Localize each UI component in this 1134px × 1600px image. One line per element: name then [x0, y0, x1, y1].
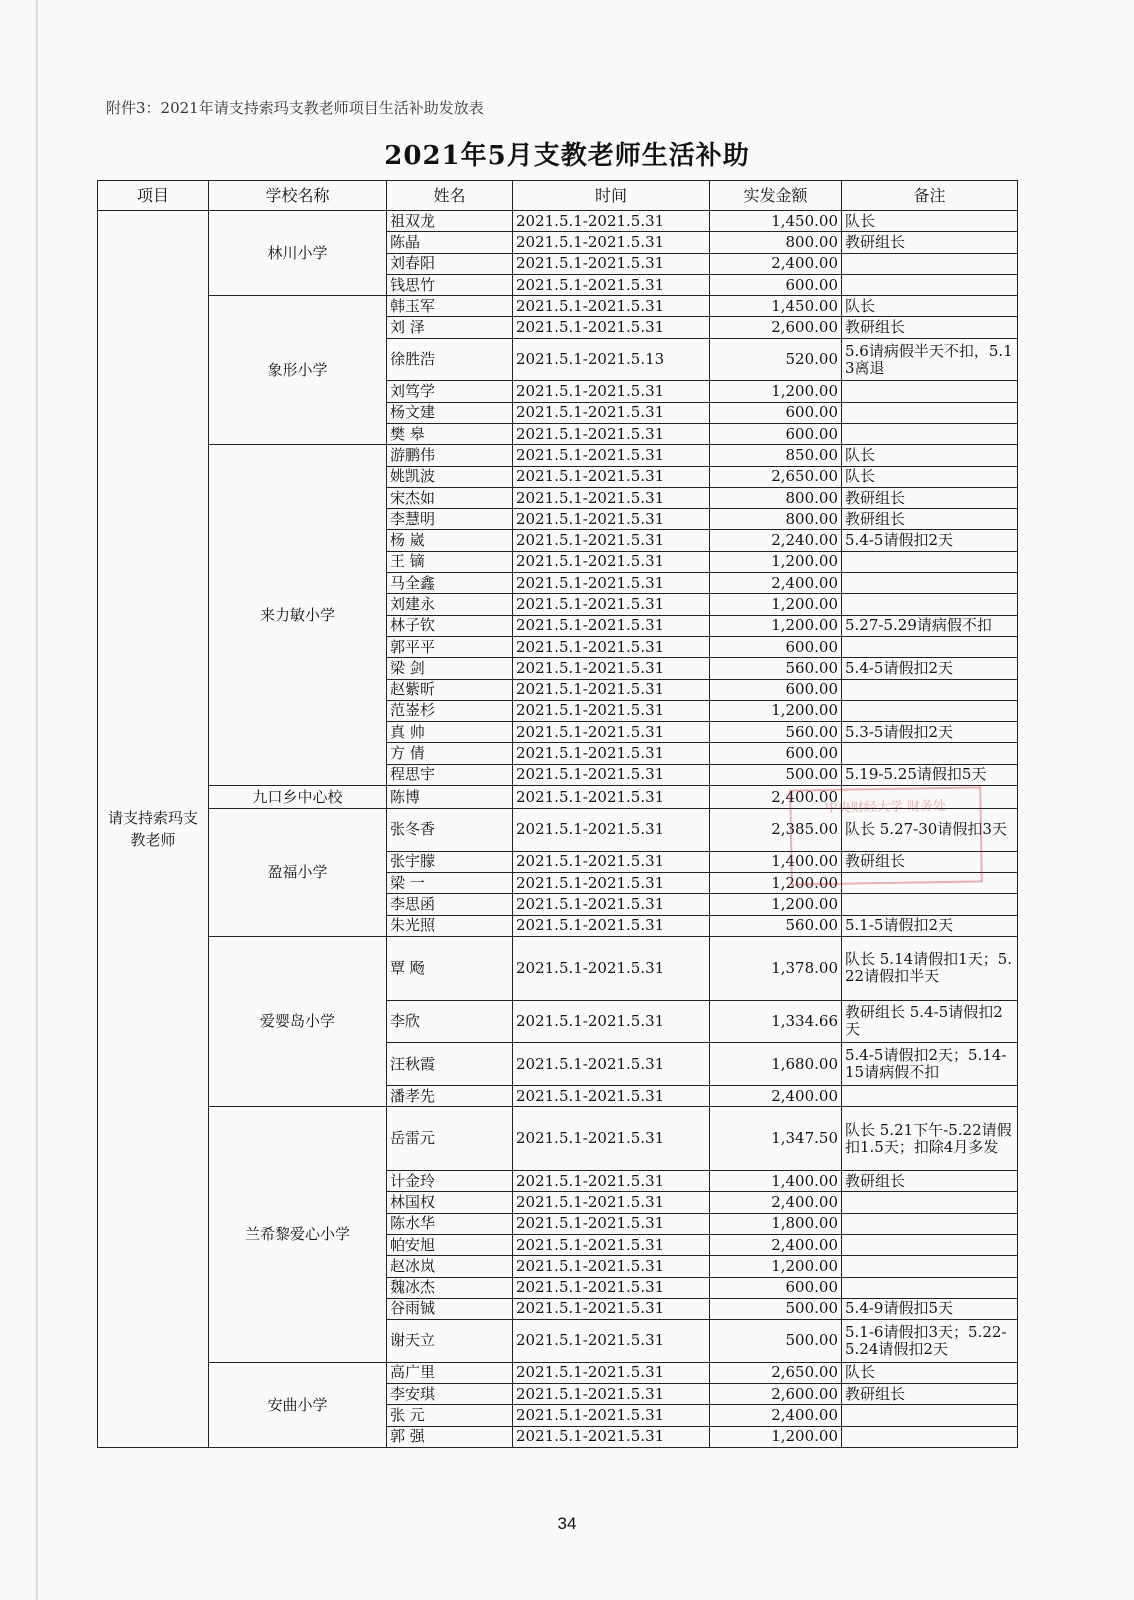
teacher-name-cell: 钱思竹 — [387, 274, 513, 295]
table-row — [98, 786, 1018, 809]
teacher-name-cell: 范崟杉 — [387, 700, 513, 721]
amount-cell: 1,200.00 — [710, 615, 842, 636]
school-name-cell: 林川小学 — [209, 211, 387, 296]
note-cell: 队长 5.21下午-5.22请假扣1.5天；扣除4月多发 — [842, 1107, 1018, 1171]
period-cell: 2021.5.1-2021.5.31 — [513, 573, 710, 594]
note-cell — [842, 274, 1018, 295]
header-project: 项目 — [98, 181, 209, 211]
amount-cell: 1,347.50 — [710, 1107, 842, 1171]
period-cell: 2021.5.1-2021.5.31 — [513, 530, 710, 551]
period-cell: 2021.5.1-2021.5.13 — [513, 338, 710, 381]
amount-cell: 500.00 — [710, 764, 842, 785]
period-cell: 2021.5.1-2021.5.31 — [513, 1085, 710, 1106]
note-cell: 教研组长 — [842, 1384, 1018, 1405]
amount-cell: 2,400.00 — [710, 253, 842, 274]
amount-cell: 2,400.00 — [710, 1085, 842, 1106]
period-cell: 2021.5.1-2021.5.31 — [513, 1298, 710, 1319]
amount-cell: 600.00 — [710, 636, 842, 657]
header-amount: 实发金额 — [710, 181, 842, 211]
note-cell: 5.19-5.25请假扣5天 — [842, 764, 1018, 785]
page-number: 34 — [557, 1514, 577, 1533]
teacher-name-cell: 计金玲 — [387, 1171, 513, 1192]
note-cell: 队长 — [842, 466, 1018, 487]
period-cell: 2021.5.1-2021.5.31 — [513, 445, 710, 466]
teacher-name-cell: 王 镝 — [387, 551, 513, 572]
teacher-name-cell: 韩玉军 — [387, 296, 513, 317]
table-header-row — [98, 181, 1018, 211]
amount-cell: 1,450.00 — [710, 211, 842, 232]
teacher-name-cell: 朱光照 — [387, 915, 513, 936]
table-row — [98, 809, 1018, 852]
table-row — [98, 1362, 1018, 1383]
note-cell — [842, 1234, 1018, 1255]
note-cell — [842, 381, 1018, 402]
amount-cell: 1,200.00 — [710, 700, 842, 721]
teacher-name-cell: 李安琪 — [387, 1384, 513, 1405]
note-cell — [842, 594, 1018, 615]
teacher-name-cell: 魏冰杰 — [387, 1277, 513, 1298]
period-cell: 2021.5.1-2021.5.31 — [513, 1043, 710, 1086]
header-time: 时间 — [513, 181, 710, 211]
amount-cell: 2,400.00 — [710, 1405, 842, 1426]
period-cell: 2021.5.1-2021.5.31 — [513, 1384, 710, 1405]
amount-cell: 500.00 — [710, 1298, 842, 1319]
note-cell: 队长 5.27-30请假扣3天 — [842, 809, 1018, 852]
amount-cell: 2,400.00 — [710, 1234, 842, 1255]
teacher-name-cell: 马全鑫 — [387, 573, 513, 594]
teacher-name-cell: 陈水华 — [387, 1213, 513, 1234]
note-cell: 5.27-5.29请病假不扣 — [842, 615, 1018, 636]
amount-cell: 520.00 — [710, 338, 842, 381]
note-cell: 5.6请病假半天不扣，5.13离退 — [842, 338, 1018, 381]
amount-cell: 2,600.00 — [710, 317, 842, 338]
note-cell — [842, 402, 1018, 423]
amount-cell: 2,400.00 — [710, 786, 842, 809]
period-cell: 2021.5.1-2021.5.31 — [513, 1426, 710, 1447]
amount-cell: 800.00 — [710, 232, 842, 253]
note-cell: 教研组长 — [842, 317, 1018, 338]
period-cell: 2021.5.1-2021.5.31 — [513, 1192, 710, 1213]
period-cell: 2021.5.1-2021.5.31 — [513, 636, 710, 657]
period-cell: 2021.5.1-2021.5.31 — [513, 700, 710, 721]
period-cell: 2021.5.1-2021.5.31 — [513, 679, 710, 700]
note-cell — [842, 1405, 1018, 1426]
period-cell: 2021.5.1-2021.5.31 — [513, 851, 710, 872]
period-cell: 2021.5.1-2021.5.31 — [513, 1171, 710, 1192]
period-cell: 2021.5.1-2021.5.31 — [513, 1277, 710, 1298]
teacher-name-cell: 梁 剑 — [387, 658, 513, 679]
school-name-cell: 象形小学 — [209, 296, 387, 445]
note-cell — [842, 1213, 1018, 1234]
period-cell: 2021.5.1-2021.5.31 — [513, 615, 710, 636]
teacher-name-cell: 真 帅 — [387, 722, 513, 743]
teacher-name-cell: 徐胜浩 — [387, 338, 513, 381]
note-cell — [842, 786, 1018, 809]
teacher-name-cell: 谷雨铖 — [387, 1298, 513, 1319]
teacher-name-cell: 李欣 — [387, 1000, 513, 1043]
note-cell: 教研组长 — [842, 232, 1018, 253]
amount-cell: 600.00 — [710, 423, 842, 444]
note-cell — [842, 700, 1018, 721]
teacher-name-cell: 潘孝先 — [387, 1085, 513, 1106]
amount-cell: 850.00 — [710, 445, 842, 466]
teacher-name-cell: 林子钦 — [387, 615, 513, 636]
period-cell: 2021.5.1-2021.5.31 — [513, 743, 710, 764]
note-cell: 队长 — [842, 296, 1018, 317]
note-cell: 教研组长 — [842, 509, 1018, 530]
note-cell — [842, 573, 1018, 594]
header-school: 学校名称 — [209, 181, 387, 211]
amount-cell: 2,240.00 — [710, 530, 842, 551]
amount-cell: 2,400.00 — [710, 1192, 842, 1213]
note-cell — [842, 1256, 1018, 1277]
teacher-name-cell: 汪秋霞 — [387, 1043, 513, 1086]
teacher-name-cell: 刘笃学 — [387, 381, 513, 402]
table-row — [98, 936, 1018, 1000]
period-cell: 2021.5.1-2021.5.31 — [513, 551, 710, 572]
amount-cell: 1,334.66 — [710, 1000, 842, 1043]
project-cell: 请支持索玛支教老师 — [98, 211, 209, 1448]
teacher-name-cell: 李慧明 — [387, 509, 513, 530]
teacher-name-cell: 岳雷元 — [387, 1107, 513, 1171]
table-row — [98, 1107, 1018, 1171]
period-cell: 2021.5.1-2021.5.31 — [513, 594, 710, 615]
table-row — [98, 296, 1018, 317]
teacher-name-cell: 刘建永 — [387, 594, 513, 615]
teacher-name-cell: 郭 强 — [387, 1426, 513, 1447]
period-cell: 2021.5.1-2021.5.31 — [513, 915, 710, 936]
teacher-name-cell: 高广里 — [387, 1362, 513, 1383]
school-name-cell: 九口乡中心校 — [209, 786, 387, 809]
note-cell — [842, 253, 1018, 274]
amount-cell: 1,200.00 — [710, 1256, 842, 1277]
note-cell — [842, 1085, 1018, 1106]
period-cell: 2021.5.1-2021.5.31 — [513, 1234, 710, 1255]
note-cell — [842, 894, 1018, 915]
period-cell: 2021.5.1-2021.5.31 — [513, 211, 710, 232]
amount-cell: 1,378.00 — [710, 936, 842, 1000]
period-cell: 2021.5.1-2021.5.31 — [513, 317, 710, 338]
header-note: 备注 — [842, 181, 1018, 211]
school-name-cell: 盈福小学 — [209, 809, 387, 937]
period-cell: 2021.5.1-2021.5.31 — [513, 402, 710, 423]
teacher-name-cell: 梁 一 — [387, 872, 513, 893]
amount-cell: 2,385.00 — [710, 809, 842, 852]
teacher-name-cell: 郭平平 — [387, 636, 513, 657]
amount-cell: 2,650.00 — [710, 466, 842, 487]
teacher-name-cell: 张 元 — [387, 1405, 513, 1426]
period-cell: 2021.5.1-2021.5.31 — [513, 1107, 710, 1171]
period-cell: 2021.5.1-2021.5.31 — [513, 786, 710, 809]
teacher-name-cell: 张宇朦 — [387, 851, 513, 872]
school-name-cell: 来力敏小学 — [209, 445, 387, 786]
teacher-name-cell: 陈博 — [387, 786, 513, 809]
amount-cell: 600.00 — [710, 743, 842, 764]
amount-cell: 1,800.00 — [710, 1213, 842, 1234]
note-cell: 教研组长 5.4-5请假扣2天 — [842, 1000, 1018, 1043]
note-cell: 教研组长 — [842, 487, 1018, 508]
amount-cell: 600.00 — [710, 1277, 842, 1298]
note-cell: 5.1-5请假扣2天 — [842, 915, 1018, 936]
header-name: 姓名 — [387, 181, 513, 211]
amount-cell: 1,200.00 — [710, 1426, 842, 1447]
note-cell: 5.3-5请假扣2天 — [842, 722, 1018, 743]
note-cell — [842, 636, 1018, 657]
note-cell: 队长 — [842, 1362, 1018, 1383]
period-cell: 2021.5.1-2021.5.31 — [513, 936, 710, 1000]
note-cell: 5.4-9请假扣5天 — [842, 1298, 1018, 1319]
period-cell: 2021.5.1-2021.5.31 — [513, 722, 710, 743]
amount-cell: 2,650.00 — [710, 1362, 842, 1383]
note-cell — [842, 1192, 1018, 1213]
teacher-name-cell: 赵紫昕 — [387, 679, 513, 700]
attachment-note: 附件3：2021年请支持索玛支教老师项目生活补助发放表 — [106, 99, 484, 117]
amount-cell: 560.00 — [710, 722, 842, 743]
school-name-cell: 爱婴岛小学 — [209, 936, 387, 1106]
amount-cell: 1,450.00 — [710, 296, 842, 317]
amount-cell: 1,200.00 — [710, 894, 842, 915]
amount-cell: 560.00 — [710, 915, 842, 936]
amount-cell: 1,200.00 — [710, 872, 842, 893]
note-cell — [842, 1277, 1018, 1298]
teacher-name-cell: 赵冰岚 — [387, 1256, 513, 1277]
note-cell — [842, 1426, 1018, 1447]
teacher-name-cell: 谢天立 — [387, 1320, 513, 1363]
period-cell: 2021.5.1-2021.5.31 — [513, 1362, 710, 1383]
note-cell: 队长 — [842, 445, 1018, 466]
document-title: 2021年5月支教老师生活补助 — [384, 141, 750, 171]
teacher-name-cell: 方 倩 — [387, 743, 513, 764]
amount-cell: 2,600.00 — [710, 1384, 842, 1405]
amount-cell: 800.00 — [710, 487, 842, 508]
period-cell: 2021.5.1-2021.5.31 — [513, 809, 710, 852]
teacher-name-cell: 程思宇 — [387, 764, 513, 785]
subsidy-table — [97, 180, 1018, 1448]
note-cell: 队长 5.14请假扣1天；5.22请假扣半天 — [842, 936, 1018, 1000]
note-cell: 教研组长 — [842, 851, 1018, 872]
period-cell: 2021.5.1-2021.5.31 — [513, 274, 710, 295]
amount-cell: 1,680.00 — [710, 1043, 842, 1086]
period-cell: 2021.5.1-2021.5.31 — [513, 764, 710, 785]
amount-cell: 1,400.00 — [710, 851, 842, 872]
teacher-name-cell: 李思函 — [387, 894, 513, 915]
period-cell: 2021.5.1-2021.5.31 — [513, 658, 710, 679]
teacher-name-cell: 宋杰如 — [387, 487, 513, 508]
teacher-name-cell: 姚凯波 — [387, 466, 513, 487]
amount-cell: 1,400.00 — [710, 1171, 842, 1192]
teacher-name-cell: 杨 崴 — [387, 530, 513, 551]
teacher-name-cell: 樊 皋 — [387, 423, 513, 444]
note-cell — [842, 551, 1018, 572]
table-row — [98, 211, 1018, 232]
period-cell: 2021.5.1-2021.5.31 — [513, 253, 710, 274]
period-cell: 2021.5.1-2021.5.31 — [513, 509, 710, 530]
amount-cell: 2,400.00 — [710, 573, 842, 594]
period-cell: 2021.5.1-2021.5.31 — [513, 423, 710, 444]
period-cell: 2021.5.1-2021.5.31 — [513, 232, 710, 253]
note-cell — [842, 423, 1018, 444]
amount-cell: 600.00 — [710, 274, 842, 295]
period-cell: 2021.5.1-2021.5.31 — [513, 296, 710, 317]
teacher-name-cell: 祖双龙 — [387, 211, 513, 232]
period-cell: 2021.5.1-2021.5.31 — [513, 1000, 710, 1043]
amount-cell: 1,200.00 — [710, 594, 842, 615]
period-cell: 2021.5.1-2021.5.31 — [513, 1405, 710, 1426]
period-cell: 2021.5.1-2021.5.31 — [513, 1320, 710, 1363]
period-cell: 2021.5.1-2021.5.31 — [513, 381, 710, 402]
note-cell: 5.4-5请假扣2天 — [842, 658, 1018, 679]
note-cell: 教研组长 — [842, 1171, 1018, 1192]
period-cell: 2021.5.1-2021.5.31 — [513, 894, 710, 915]
school-name-cell: 兰希黎爱心小学 — [209, 1107, 387, 1363]
teacher-name-cell: 游鹏伟 — [387, 445, 513, 466]
teacher-name-cell: 刘 泽 — [387, 317, 513, 338]
school-name-cell: 安曲小学 — [209, 1362, 387, 1447]
note-cell: 5.1-6请假扣3天；5.22-5.24请假扣2天 — [842, 1320, 1018, 1363]
amount-cell: 800.00 — [710, 509, 842, 530]
amount-cell: 1,200.00 — [710, 551, 842, 572]
note-cell — [842, 679, 1018, 700]
note-cell: 5.4-5请假扣2天 — [842, 530, 1018, 551]
note-cell — [842, 872, 1018, 893]
stamp-text: 中央财经大学 财务处 — [824, 798, 947, 817]
period-cell: 2021.5.1-2021.5.31 — [513, 466, 710, 487]
note-cell — [842, 743, 1018, 764]
note-cell: 5.4-5请假扣2天；5.14-15请病假不扣 — [842, 1043, 1018, 1086]
teacher-name-cell: 陈晶 — [387, 232, 513, 253]
table-row — [98, 445, 1018, 466]
amount-cell: 560.00 — [710, 658, 842, 679]
note-cell: 队长 — [842, 211, 1018, 232]
amount-cell: 500.00 — [710, 1320, 842, 1363]
teacher-name-cell: 帕安旭 — [387, 1234, 513, 1255]
period-cell: 2021.5.1-2021.5.31 — [513, 487, 710, 508]
page-edge-line — [36, 0, 38, 1600]
period-cell: 2021.5.1-2021.5.31 — [513, 872, 710, 893]
teacher-name-cell: 张冬香 — [387, 809, 513, 852]
teacher-name-cell: 林国权 — [387, 1192, 513, 1213]
amount-cell: 600.00 — [710, 402, 842, 423]
amount-cell: 1,200.00 — [710, 381, 842, 402]
teacher-name-cell: 杨文建 — [387, 402, 513, 423]
period-cell: 2021.5.1-2021.5.31 — [513, 1213, 710, 1234]
period-cell: 2021.5.1-2021.5.31 — [513, 1256, 710, 1277]
teacher-name-cell: 刘春阳 — [387, 253, 513, 274]
amount-cell: 600.00 — [710, 679, 842, 700]
teacher-name-cell: 覃 飏 — [387, 936, 513, 1000]
